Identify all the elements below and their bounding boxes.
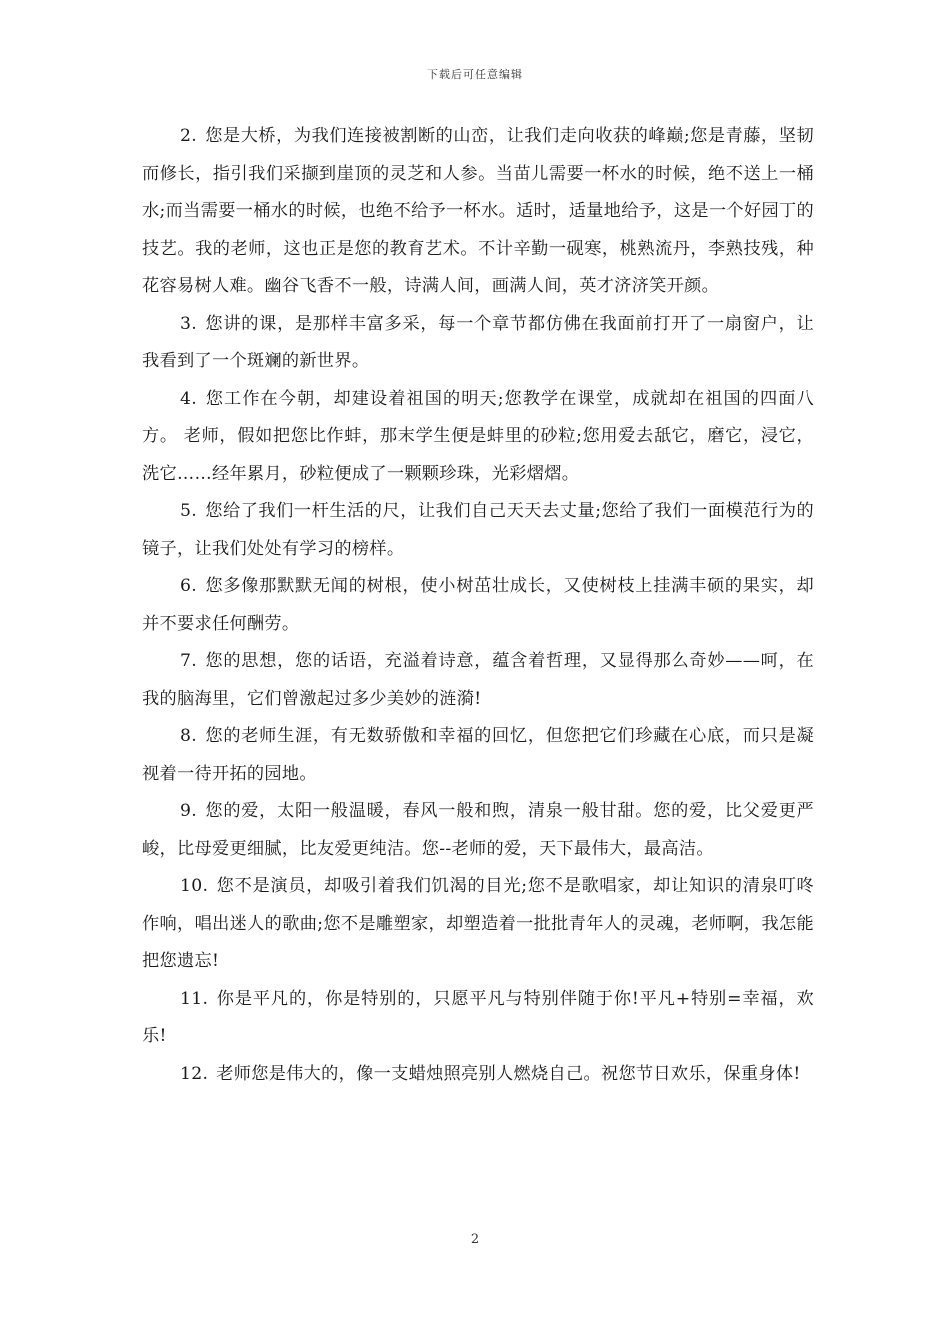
paragraph bbox=[142, 306, 814, 381]
paragraph bbox=[142, 568, 814, 643]
paragraph bbox=[142, 981, 814, 1056]
paragraph bbox=[142, 868, 814, 981]
paragraph-text: 您的思想，您的话语，充溢着诗意，蕴含着哲理，又显得那么奇妙——呵，在我的脑海里，它们曾激起过多少美妙的涟漪! bbox=[142, 651, 814, 709]
paragraph-text: 您讲的课，是那样丰富多采，每一个章节都仿佛在我面前打开了一扇窗户，让我看到了一个斑斓的新世界。 bbox=[142, 313, 814, 371]
paragraph bbox=[142, 793, 814, 868]
paragraph-number: 9. bbox=[180, 801, 197, 821]
paragraph bbox=[142, 1056, 814, 1094]
paragraph-text: 您的爱，太阳一般温暖，春风一般和煦，清泉一般甘甜。您的爱，比父爱更严峻，比母爱更细腻，比友爱更纯洁。您--老师的爱，天下最伟大，最高洁。 bbox=[142, 801, 814, 859]
paragraph-text: 您给了我们一杆生活的尺，让我们自己天天去丈量;您给了我们一面模范行为的镜子，让我们处处有学习的榜样。 bbox=[142, 501, 814, 559]
paragraph-text: 您是大桥，为我们连接被割断的山峦，让我们走向收获的峰巅;您是青藤，坚韧而修长，指引我们采撷到崖顶的灵芝和人参。当苗儿需要一杯水的时候，绝不送上一桶水;而当需要一桶水的时候，也绝不给予一杯水。适时，适量地给予，这是一个好园丁的技艺。我的老师，这也正是您的教育艺术。不计辛勤一砚寒，桃熟流丹，李熟技残，种花容易树人难。幽谷飞香不一般，诗满人间，画满人间，英才济济笑开颜。 bbox=[142, 126, 814, 296]
paragraph bbox=[142, 718, 814, 793]
header-note: 下载后可任意编辑 bbox=[427, 68, 523, 81]
paragraph-text: 您多像那默默无闻的树根，使小树茁壮成长，又使树枝上挂满丰硕的果实，却并不要求任何酬劳。 bbox=[142, 576, 814, 634]
paragraph-number: 4. bbox=[180, 388, 197, 409]
paragraph-text: 你是平凡的，你是特别的，只愿平凡与特别伴随于你!平凡+特别=幸福，欢乐! bbox=[142, 988, 814, 1046]
document-body bbox=[142, 118, 814, 1093]
paragraph-number: 12. bbox=[180, 1063, 209, 1084]
paragraph-number: 3. bbox=[180, 313, 197, 334]
paragraph-text: 您不是演员，却吸引着我们饥渴的目光;您不是歌唱家，却让知识的清泉叮咚作响，唱出迷人的歌曲;您不是雕塑家，却塑造着一批批青年人的灵魂，老师啊，我怎能把您遗忘! bbox=[142, 876, 814, 971]
paragraph-number: 11. bbox=[180, 988, 209, 1009]
paragraph-number: 5. bbox=[180, 501, 197, 521]
paragraph-number: 10. bbox=[180, 876, 209, 896]
paragraph bbox=[142, 493, 814, 568]
paragraph bbox=[142, 118, 814, 306]
paragraph-number: 7. bbox=[180, 651, 197, 671]
paragraph-number: 8. bbox=[180, 726, 197, 746]
page-number: 2 bbox=[470, 1232, 480, 1247]
paragraph-text: 老师您是伟大的，像一支蜡烛照亮别人燃烧自己。祝您节日欢乐，保重身体! bbox=[216, 1063, 801, 1084]
paragraph-text: 您的老师生涯，有无数骄傲和幸福的回忆，但您把它们珍藏在心底，而只是凝视着一待开拓的园地。 bbox=[142, 726, 814, 784]
paragraph-number: 6. bbox=[180, 576, 197, 596]
paragraph-text: 您工作在今朝，却建设着祖国的明天;您教学在课堂，成就却在祖国的四面八方。 老师，假如把您比作蚌，那末学生便是蚌里的砂粒;您用爱去舐它，磨它，浸它，洗它……经年累月，砂粒便成了一颗颗珍珠，光彩熠熠。 bbox=[142, 388, 814, 484]
paragraph bbox=[142, 643, 814, 718]
paragraph-number: 2. bbox=[180, 126, 197, 146]
paragraph bbox=[142, 381, 814, 494]
